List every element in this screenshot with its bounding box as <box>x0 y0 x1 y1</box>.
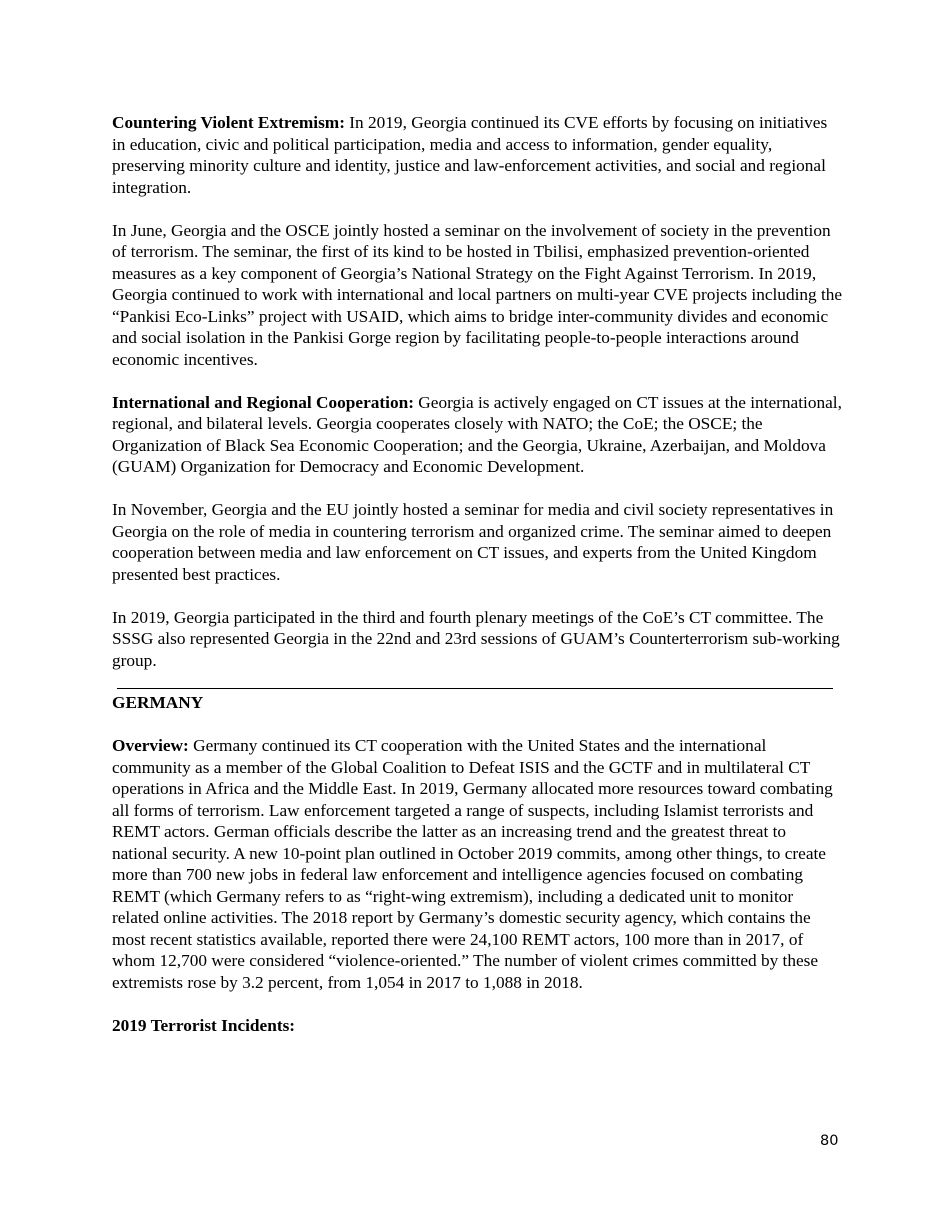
paragraph-overview <box>112 735 844 993</box>
paragraph-body: In 2019, Georgia continued its CVE efforts by focusing on initiatives in education, civic and political participation, media and access to information, gender equality, preserving minority culture and identity, justice and law-enforcement activities, and social and regional integration. <box>112 113 828 197</box>
paragraph-june-seminar <box>112 220 844 371</box>
paragraph-body: In 2019, Georgia participated in the third and fourth plenary meetings of the CoE’s CT committee. The SSSG also represented Georgia in the 22nd and 23rd sessions of GUAM’s Counterterrorism sub-working group. <box>112 607 840 670</box>
paragraph-lead-heading: International and Regional Cooperation: <box>112 392 414 412</box>
paragraph-international-cooperation <box>112 392 844 478</box>
paragraph-body: In November, Georgia and the EU jointly hosted a seminar for media and civil society representatives in Georgia on the role of media in countering terrorism and organized crime. The seminar aimed to deepen cooperation between media and law enforcement on CT issues, and experts from the United Kingdom presented best practices. <box>112 500 834 584</box>
page-number: 80 <box>820 1133 839 1149</box>
paragraph-november-seminar <box>112 499 844 585</box>
paragraph-body: Georgia is actively engaged on CT issues at the international, regional, and bilateral levels. Georgia cooperates closely with NATO; the CoE; the OSCE; the Organization of Black Sea Economic Cooperation; and the Georgia, Ukraine, Azerbaijan, and Moldova (GUAM) Organization for Democracy and Economic Development. <box>112 392 842 476</box>
paragraph-body: In June, Georgia and the OSCE jointly hosted a seminar on the involvement of society in the prevention of terrorism. The seminar, the first of its kind to be hosted in Tbilisi, emphasized prevention-oriented measures as a key component of Georgia’s National Strategy on the Fight Against Terrorism. In 2019, Georgia continued to work with international and local partners on multi-year CVE projects including the “Pankisi Eco-Links” project with USAID, which aims to bridge inter-community divides and economic and social isolation in the Pankisi Gorge region by facilitating people-to-people interactions around economic incentives. <box>112 220 843 369</box>
paragraph-lead-heading: Overview: <box>112 736 189 755</box>
paragraph-plenary-meetings <box>112 607 844 672</box>
paragraph-lead-heading: Countering Violent Extremism: <box>112 113 345 132</box>
paragraph-cve <box>112 112 844 198</box>
document-page <box>112 112 844 1058</box>
paragraph-body: Germany continued its CT cooperation with the United States and the international community as a member of the Global Coalition to Defeat ISIS and the GCTF and in multilateral CT operations in Africa and the Middle East. In 2019, Germany allocated more resources toward combating all forms of terrorism. Law enforcement targeted a range of suspects, including Islamist terrorists and REMT actors. German officials describe the latter as an increasing trend and the greatest threat to national security. A new 10-point plan outlined in October 2019 commits, among other things, to create more than 700 new jobs in federal law enforcement and intelligence agencies focused on combating REMT (which Germany refers to as “right-wing extremism), including a dedicated unit to monitor related online activities. The 2018 report by Germany’s domestic security agency, which contains the most recent statistics available, reported there were 24,100 REMT actors, 100 more than in 2017, of whom 12,700 were considered “violence-oriented.” The number of violent crimes committed by these extremists rose by 3.2 percent, from 1,054 in 2017 to 1,088 in 2018. <box>112 736 833 992</box>
paragraph-terrorist-incidents <box>112 1015 844 1037</box>
section-divider <box>117 688 833 689</box>
paragraph-lead-heading: 2019 Terrorist Incidents: <box>112 1015 296 1035</box>
section-heading-country: GERMANY <box>112 693 204 712</box>
